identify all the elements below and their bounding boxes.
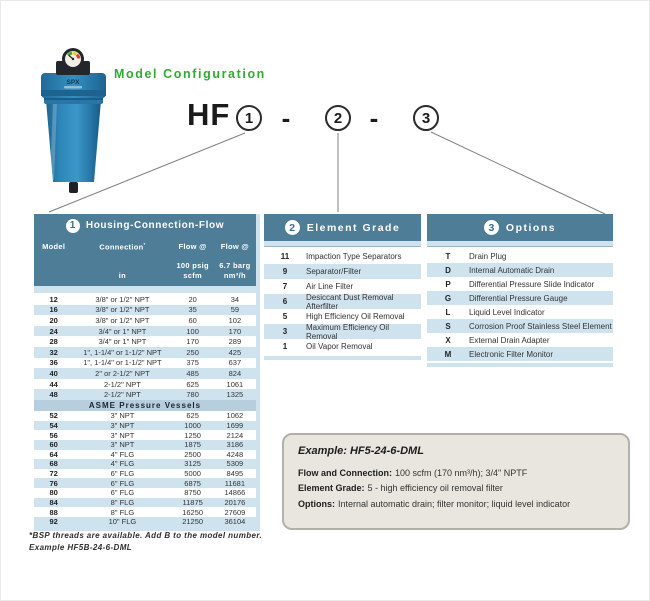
table-row (34, 315, 256, 326)
column-header-flow-scfm: Flow @ 100 psig scfm (176, 242, 209, 280)
column-header-connection: Connection* in (99, 242, 146, 280)
table-row (264, 249, 421, 264)
cell: 3/8" or 1/2" NPT (95, 305, 150, 315)
cell: 76 (49, 478, 58, 488)
header-strip (264, 241, 421, 247)
cell: 289 (228, 337, 242, 347)
row-label: Impaction Type Separators (306, 252, 402, 261)
cell: 4" FLG (110, 459, 135, 469)
table-number-badge: 3 (484, 220, 499, 235)
cell: 72 (49, 469, 58, 479)
cell: 80 (49, 488, 58, 498)
footnote-line-2: Example HF5B-24-6-DML (29, 543, 133, 553)
table-row (34, 326, 256, 337)
table-row (34, 459, 256, 469)
model-prefix: HF (187, 97, 231, 132)
table-row (427, 333, 613, 347)
table-row (34, 379, 256, 390)
table-row (34, 478, 256, 488)
table-row (34, 430, 256, 440)
options-table (427, 214, 613, 367)
table-row (34, 347, 256, 358)
cell: 8" FLG (110, 498, 135, 508)
cell: 4248 (226, 449, 244, 459)
cell: 34 (230, 294, 240, 304)
housing-connection-flow-table (34, 214, 260, 531)
cell: 6" FLG (110, 478, 135, 488)
row-label: Separator/Filter (306, 267, 362, 276)
options-table-body (427, 249, 613, 361)
table-row (427, 305, 613, 319)
table-row (34, 358, 256, 369)
dash-separator: - (281, 103, 291, 133)
cell: 637 (228, 358, 242, 368)
example-box (282, 433, 630, 530)
table-row (34, 498, 256, 508)
table-row (427, 249, 613, 263)
table-row (34, 411, 256, 421)
cell: 27609 (224, 507, 246, 517)
column-header-model: Model (42, 242, 66, 251)
table-row (264, 339, 421, 354)
bottom-strip (264, 356, 421, 360)
table-row (34, 305, 256, 316)
table-row (427, 319, 613, 333)
row-label: Corrosion Proof Stainless Steel Element (469, 321, 612, 331)
dash-separator: - (369, 103, 379, 133)
cell: 52 (49, 411, 58, 421)
row-code: 7 (282, 282, 288, 291)
cell: 20 (188, 294, 197, 304)
row-label: Oil Vapor Removal (306, 342, 373, 351)
cell: 3" NPT (110, 430, 135, 440)
cell: 625 (186, 411, 199, 421)
cell: 32 (49, 347, 58, 357)
table-title: Housing-Connection-Flow (85, 220, 225, 231)
cell: 3186 (226, 440, 244, 450)
table-title-bar (427, 214, 613, 241)
placeholder-circle-1: 1 (236, 105, 262, 131)
cell: 3/8" or 1/2" NPT (95, 315, 150, 325)
cell: 10" FLG (108, 517, 137, 527)
table-row (34, 469, 256, 479)
cell: 11875 (182, 498, 203, 508)
table-row (427, 277, 613, 291)
element-grade-table (264, 214, 421, 360)
row-code: T (445, 251, 451, 261)
cell: 1699 (226, 420, 244, 430)
row-code: M (444, 349, 452, 359)
row-code: L (445, 307, 451, 317)
row-code: 3 (282, 327, 288, 336)
cell: 92 (49, 517, 58, 527)
filter-product-image (31, 46, 116, 196)
table-row (427, 263, 613, 277)
section-header: ASME Pressure Vessels (34, 400, 256, 411)
row-code: 6 (282, 297, 288, 306)
table-row (34, 507, 256, 517)
header-strip (34, 286, 256, 293)
cell: 3/4" or 1" NPT (98, 337, 147, 347)
cell: 54 (49, 420, 58, 430)
housing-table-body (34, 294, 256, 527)
cell: 36104 (224, 517, 246, 527)
cell: 6" FLG (110, 488, 135, 498)
cell: 5000 (184, 469, 201, 479)
cell: 1", 1-1/4" or 1-1/2" NPT (83, 358, 162, 368)
cell: 60 (49, 440, 58, 450)
cell: 170 (228, 326, 242, 336)
row-label: Differential Pressure Slide Indicator (469, 279, 595, 289)
cell: 1062 (226, 411, 244, 421)
table-row (427, 347, 613, 361)
table-number-badge: 1 (66, 219, 80, 233)
table-row (34, 488, 256, 498)
table-row (34, 294, 256, 305)
footnote-line-1: *BSP threads are available. Add B to the model number. (29, 531, 263, 540)
row-code: 11 (280, 252, 290, 261)
table-row (34, 389, 256, 400)
element-table-body (264, 249, 421, 354)
cell: 12 (49, 294, 58, 304)
cell: 44 (49, 379, 58, 389)
example-options-line: Options: Internal automatic drain; filter monitor; liquid level indicator (298, 498, 571, 509)
cell: 6" FLG (110, 469, 135, 479)
cell: 3" NPT (110, 420, 135, 430)
table-row (264, 294, 421, 309)
cell: 2-1/2" NPT (103, 390, 141, 400)
cell: 1325 (226, 390, 244, 400)
cell: 21250 (182, 517, 204, 527)
table-row (427, 291, 613, 305)
cell: 6875 (184, 478, 201, 488)
table-title: Element Grade (306, 221, 401, 234)
cell: 824 (228, 368, 242, 378)
housing-table-header (34, 237, 256, 286)
table-title: Options (505, 221, 557, 234)
cell: 8" FLG (110, 507, 135, 517)
row-code: D (445, 265, 451, 275)
cell: 60 (188, 315, 197, 325)
example-grade-line: Element Grade: 5 - high efficiency oil removal filter (298, 483, 503, 494)
cell: 1875 (184, 440, 201, 450)
row-label: Air Line Filter (306, 282, 354, 291)
cell: 170 (186, 337, 199, 347)
table-row (34, 517, 256, 527)
row-label: Maximum Efficiency Oil Removal (306, 322, 389, 341)
cell: 3125 (184, 459, 201, 469)
drain-stub (69, 182, 78, 193)
cell: 88 (49, 507, 58, 517)
row-label: High Efficiency Oil Removal (306, 312, 405, 321)
table-title-bar (34, 214, 256, 237)
cell: 24 (49, 326, 58, 336)
table-row (264, 264, 421, 279)
placeholder-circle-3: 3 (413, 105, 439, 131)
cell: 2" or 2-1/2" NPT (95, 368, 150, 378)
cell: 28 (49, 337, 58, 347)
cell: 250 (186, 347, 199, 357)
footnote (29, 530, 262, 555)
cell: 1000 (184, 420, 201, 430)
cell: 8750 (184, 488, 201, 498)
table-number-badge: 2 (285, 220, 300, 235)
table-title-bar (264, 214, 421, 241)
row-label: Liquid Level Indicator (469, 307, 545, 317)
cell: 3/8" or 1/2" NPT (95, 294, 150, 304)
cell: 3/4" or 1" NPT (98, 326, 147, 336)
cell: 56 (49, 430, 58, 440)
cell: 11681 (224, 478, 246, 488)
cell: 36 (49, 358, 58, 368)
row-label: Desiccant Dust Removal Afterfilter (306, 292, 394, 311)
table-row (34, 450, 256, 460)
cell: 40 (49, 368, 58, 378)
cell: 2-1/2" NPT (103, 379, 141, 389)
cell: 780 (186, 390, 199, 400)
cell: 84 (49, 498, 58, 508)
cell: 3" NPT (110, 440, 135, 450)
row-label: External Drain Adapter (469, 335, 550, 345)
row-code: G (444, 293, 452, 303)
cell: 64 (49, 449, 58, 459)
cell: 4" FLG (110, 449, 135, 459)
row-label: Differential Pressure Gauge (469, 293, 568, 303)
table-row (34, 440, 256, 450)
cell: 20 (49, 315, 58, 325)
header-strip (427, 241, 613, 247)
cell: 2500 (184, 449, 201, 459)
page-title: Model Configuration (114, 67, 266, 81)
cell: 100 (186, 326, 199, 336)
cell: 1061 (226, 379, 244, 389)
placeholder-circle-2: 2 (325, 105, 351, 131)
bottom-strip (427, 363, 613, 367)
table-row (34, 336, 256, 347)
cell: 425 (228, 347, 242, 357)
cell: 14866 (224, 488, 246, 498)
cell: 102 (228, 315, 242, 325)
gauge-icon (62, 48, 84, 70)
row-label: Electronic Filter Monitor (469, 349, 554, 359)
cell: 375 (186, 358, 199, 368)
cell: 2124 (226, 430, 244, 440)
cell: 16250 (182, 507, 204, 517)
cell: 1250 (184, 430, 201, 440)
table-row (34, 421, 256, 431)
row-code: 1 (282, 342, 288, 351)
cell: 68 (49, 459, 58, 469)
cell: 48 (49, 390, 58, 400)
row-label: Drain Plug (469, 251, 507, 261)
cell: 3" NPT (110, 411, 135, 421)
cell: 20176 (224, 498, 246, 508)
cell: 8495 (226, 469, 244, 479)
example-title: Example: HF5-24-6-DML (298, 445, 424, 457)
cell: 35 (188, 305, 197, 315)
row-code: 9 (282, 267, 288, 276)
cell: 59 (230, 305, 240, 315)
row-code: X (445, 335, 451, 345)
row-code: P (445, 279, 451, 289)
table-row (264, 324, 421, 339)
row-code: 5 (282, 312, 288, 321)
cell: 625 (186, 379, 199, 389)
cell: 485 (186, 368, 199, 378)
cell: 16 (49, 305, 58, 315)
row-label: Internal Automatic Drain (469, 265, 555, 275)
cell: 1", 1-1/4" or 1-1/2" NPT (83, 347, 162, 357)
brand-label: SPX (66, 79, 80, 86)
row-code: S (445, 321, 451, 331)
cell: 5309 (226, 459, 244, 469)
example-flow-line: Flow and Connection: 100 scfm (170 nm³/h); 3/4" NPTF (298, 468, 528, 478)
column-header-flow-nm3h: Flow @ 6.7 barg nm³/h (219, 242, 251, 280)
table-row (34, 368, 256, 379)
